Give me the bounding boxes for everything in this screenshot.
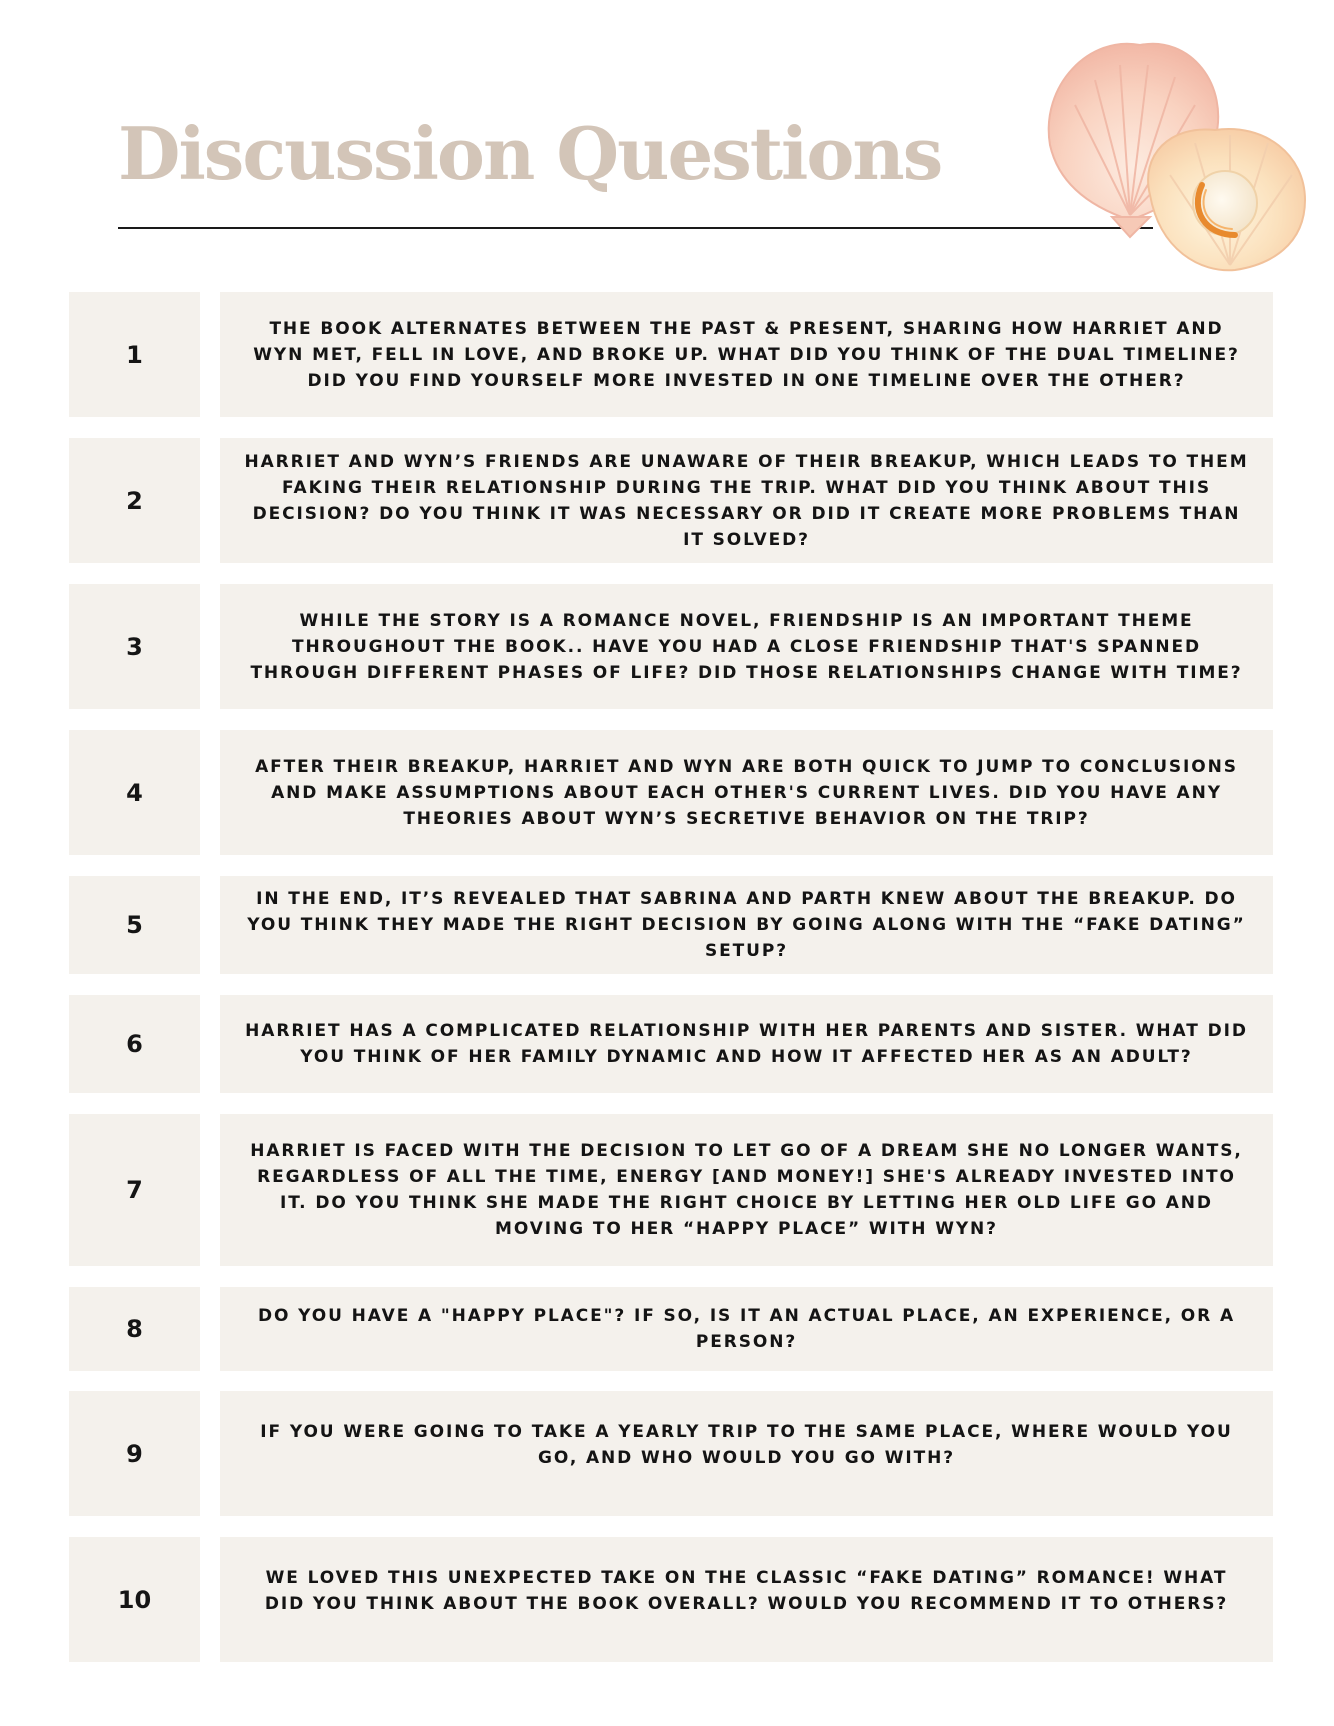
page-title: Discussion Questions [118, 111, 942, 196]
question-number: 3 [69, 584, 200, 709]
question-number: 8 [69, 1287, 200, 1371]
question-cell [220, 730, 1273, 855]
question-text: HARRIET HAS A COMPLICATED RELATIONSHIP WITH HER PARENTS AND SISTER. WHAT DID YOU THINK OF HER FAMILY DYNAMIC AND HOW IT AFFECTED HER AS AN ADULT? [245, 1021, 1248, 1067]
question-cell [220, 1391, 1273, 1516]
question-text: AFTER THEIR BREAKUP, HARRIET AND WYN ARE BOTH QUICK TO JUMP TO CONCLUSIONS AND MAKE ASSUMPTIONS ABOUT EACH OTHER'S CURRENT LIVES. DID YOU HAVE ANY THEORIES ABOUT WYN’S SECRETIVE BEHAVIOR ON THE TRIP? [255, 756, 1238, 829]
question-cell [220, 1537, 1273, 1662]
question-number: 9 [69, 1391, 200, 1516]
question-number: 10 [69, 1537, 200, 1662]
question-text: HARRIET AND WYN’S FRIENDS ARE UNAWARE OF THEIR BREAKUP, WHICH LEADS TO THEM FAKING THEIR RELATIONSHIP DURING THE TRIP. WHAT DID YOU THINK ABOUT THIS DECISION? DO YOU THINK IT WAS NECESSARY OR DID IT CREATE MORE PROBLEMS THAN IT SOLVED? [244, 451, 1249, 550]
question-cell [220, 438, 1273, 563]
question-number: 1 [69, 292, 200, 417]
question-cell [220, 1114, 1273, 1266]
question-number: 5 [69, 876, 200, 974]
question-cell [220, 995, 1273, 1093]
question-cell [220, 584, 1273, 709]
question-text: IF YOU WERE GOING TO TAKE A YEARLY TRIP TO THE SAME PLACE, WHERE WOULD YOU GO, AND WHO WOULD YOU GO WITH? [260, 1422, 1233, 1468]
question-text: WHILE THE STORY IS A ROMANCE NOVEL, FRIENDSHIP IS AN IMPORTANT THEME THROUGHOUT THE BOOK.. HAVE YOU HAD A CLOSE FRIENDSHIP THAT'S SPANNED THROUGH DIFFERENT PHASES OF LIFE? DID THOSE RELATIONSHIPS CHANGE WITH TIME? [250, 610, 1243, 683]
question-text: WE LOVED THIS UNEXPECTED TAKE ON THE CLASSIC “FAKE DATING” ROMANCE! WHAT DID YOU THINK ABOUT THE BOOK OVERALL? WOULD YOU RECOMMEND IT TO OTHERS? [264, 1568, 1229, 1614]
question-cell [220, 876, 1273, 974]
question-number: 7 [69, 1114, 200, 1266]
question-text: DO YOU HAVE A "HAPPY PLACE"? IF SO, IS IT AN ACTUAL PLACE, AN EXPERIENCE, OR A PERSON? [257, 1306, 1236, 1352]
question-text: IN THE END, IT’S REVEALED THAT SABRINA AND PARTH KNEW ABOUT THE BREAKUP. DO YOU THINK THEY MADE THE RIGHT DECISION BY GOING ALONG WITH THE “FAKE DATING” SETUP? [247, 889, 1246, 961]
question-number: 6 [69, 995, 200, 1093]
question-text: THE BOOK ALTERNATES BETWEEN THE PAST & PRESENT, SHARING HOW HARRIET AND WYN MET, FELL IN LOVE, AND BROKE UP. WHAT DID YOU THINK OF THE DUAL TIMELINE? DID YOU FIND YOURSELF MORE INVESTED IN ONE TIMELINE OVER THE OTHER? [253, 318, 1240, 391]
question-number: 2 [69, 438, 200, 563]
question-text: HARRIET IS FACED WITH THE DECISION TO LET GO OF A DREAM SHE NO LONGER WANTS, REGARDLESS OF ALL THE TIME, ENERGY [AND MONEY!] SHE'S ALREADY INVESTED INTO IT. DO YOU THINK SHE MADE THE RIGHT CHOICE BY LETTING HER OLD LIFE GO AND MOVING TO HER “HAPPY PLACE” WITH WYN? [250, 1141, 1243, 1239]
question-cell [220, 292, 1273, 417]
question-cell [220, 1287, 1273, 1371]
question-number: 4 [69, 730, 200, 855]
